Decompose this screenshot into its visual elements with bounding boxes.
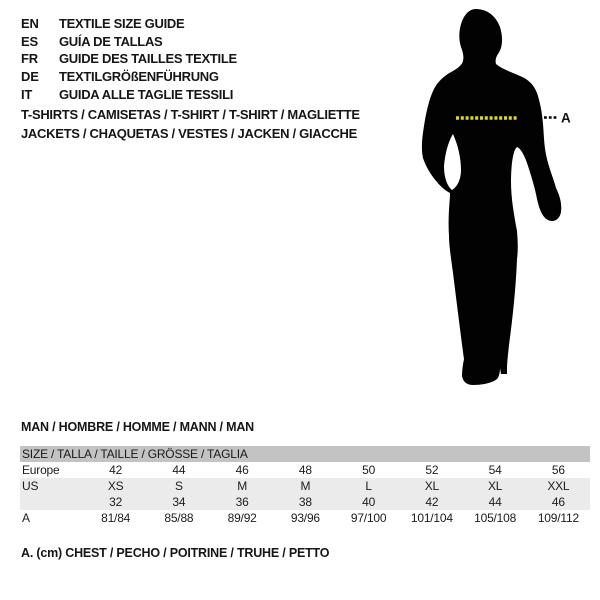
- table-cell: S: [147, 478, 210, 494]
- garment-categories: [21, 107, 360, 144]
- table-cell: M: [211, 478, 274, 494]
- language-row-de: [21, 68, 237, 86]
- table-cell: 101/104: [410, 511, 453, 525]
- table-cell: 50: [362, 463, 376, 477]
- language-row-en: [21, 15, 237, 33]
- section-title-man: MAN / HOMBRE / HOMME / MANN / MAN: [21, 420, 254, 434]
- table-row-us-letters: [20, 478, 590, 494]
- table-cell: 56: [551, 463, 565, 477]
- measurement-footnote: A. (cm) CHEST / PECHO / POITRINE / TRUHE / PETTO: [21, 546, 330, 560]
- table-cell: 46: [527, 494, 590, 510]
- language-row-es: [21, 33, 237, 51]
- size-table-header: SIZE / TALLA / TAILLE / GRÖSSE / TAGLIA: [20, 446, 590, 462]
- language-title: TEXTILE SIZE GUIDE: [59, 16, 185, 32]
- table-cell: 97/100: [350, 511, 387, 525]
- table-cell: 54: [488, 463, 502, 477]
- garment-line-jackets: JACKETS / CHAQUETAS / VESTES / JACKEN / GIACCHE: [21, 125, 357, 141]
- table-cell: 89/92: [227, 511, 257, 525]
- row-label: A: [22, 511, 30, 525]
- table-cell: 85/88: [164, 511, 194, 525]
- language-code: IT: [21, 86, 33, 102]
- table-cell: XL: [464, 478, 527, 494]
- garment-line-tshirts: T-SHIRTS / CAMISETAS / T-SHIRT / T-SHIRT / MAGLIETTE: [21, 107, 360, 122]
- table-row-us-numbers: [20, 494, 590, 510]
- table-cell: 52: [425, 463, 439, 477]
- table-cell: M: [274, 478, 337, 494]
- language-header: [21, 15, 237, 103]
- man-silhouette-figure: [405, 0, 600, 400]
- table-cell: 42: [109, 463, 123, 477]
- table-cell: 93/96: [290, 511, 320, 525]
- table-cell: 40: [337, 494, 400, 510]
- table-cell: 48: [298, 463, 312, 477]
- language-code: EN: [21, 16, 39, 32]
- measure-label-a: A: [561, 110, 571, 126]
- table-cell: 81/84: [101, 511, 131, 525]
- row-label: [20, 494, 84, 510]
- row-label: Europe: [22, 463, 60, 477]
- language-title: GUIDE DES TAILLES TEXTILE: [59, 51, 237, 67]
- table-row-chest-a: [20, 510, 590, 526]
- man-silhouette: [422, 9, 561, 385]
- table-cell: XL: [400, 478, 463, 494]
- language-title: TEXTILGRÖßENFÜHRUNG: [59, 69, 219, 85]
- table-cell: 36: [211, 494, 274, 510]
- size-table-header-row: [20, 446, 590, 462]
- table-cell: 44: [464, 494, 527, 510]
- language-title: GUIDA ALLE TAGLIE TESSILI: [59, 86, 234, 102]
- language-code: FR: [21, 51, 38, 67]
- language-code: DE: [21, 69, 39, 85]
- language-row-fr: [21, 50, 237, 68]
- table-cell: 38: [274, 494, 337, 510]
- table-cell: 34: [147, 494, 210, 510]
- table-cell: 46: [235, 463, 249, 477]
- table-row-europe: [20, 462, 590, 478]
- table-cell: L: [337, 478, 400, 494]
- table-cell: 109/112: [537, 511, 579, 525]
- language-code: ES: [21, 33, 38, 49]
- row-label: US: [20, 478, 84, 494]
- table-cell: XXL: [527, 478, 590, 494]
- language-title: GUÍA DE TALLAS: [59, 33, 163, 49]
- table-cell: 32: [84, 494, 147, 510]
- table-cell: 44: [172, 463, 186, 477]
- table-cell: XS: [84, 478, 147, 494]
- size-table: [20, 446, 590, 526]
- table-cell: 105/108: [474, 511, 517, 525]
- table-cell: 42: [400, 494, 463, 510]
- language-row-it: [21, 85, 237, 103]
